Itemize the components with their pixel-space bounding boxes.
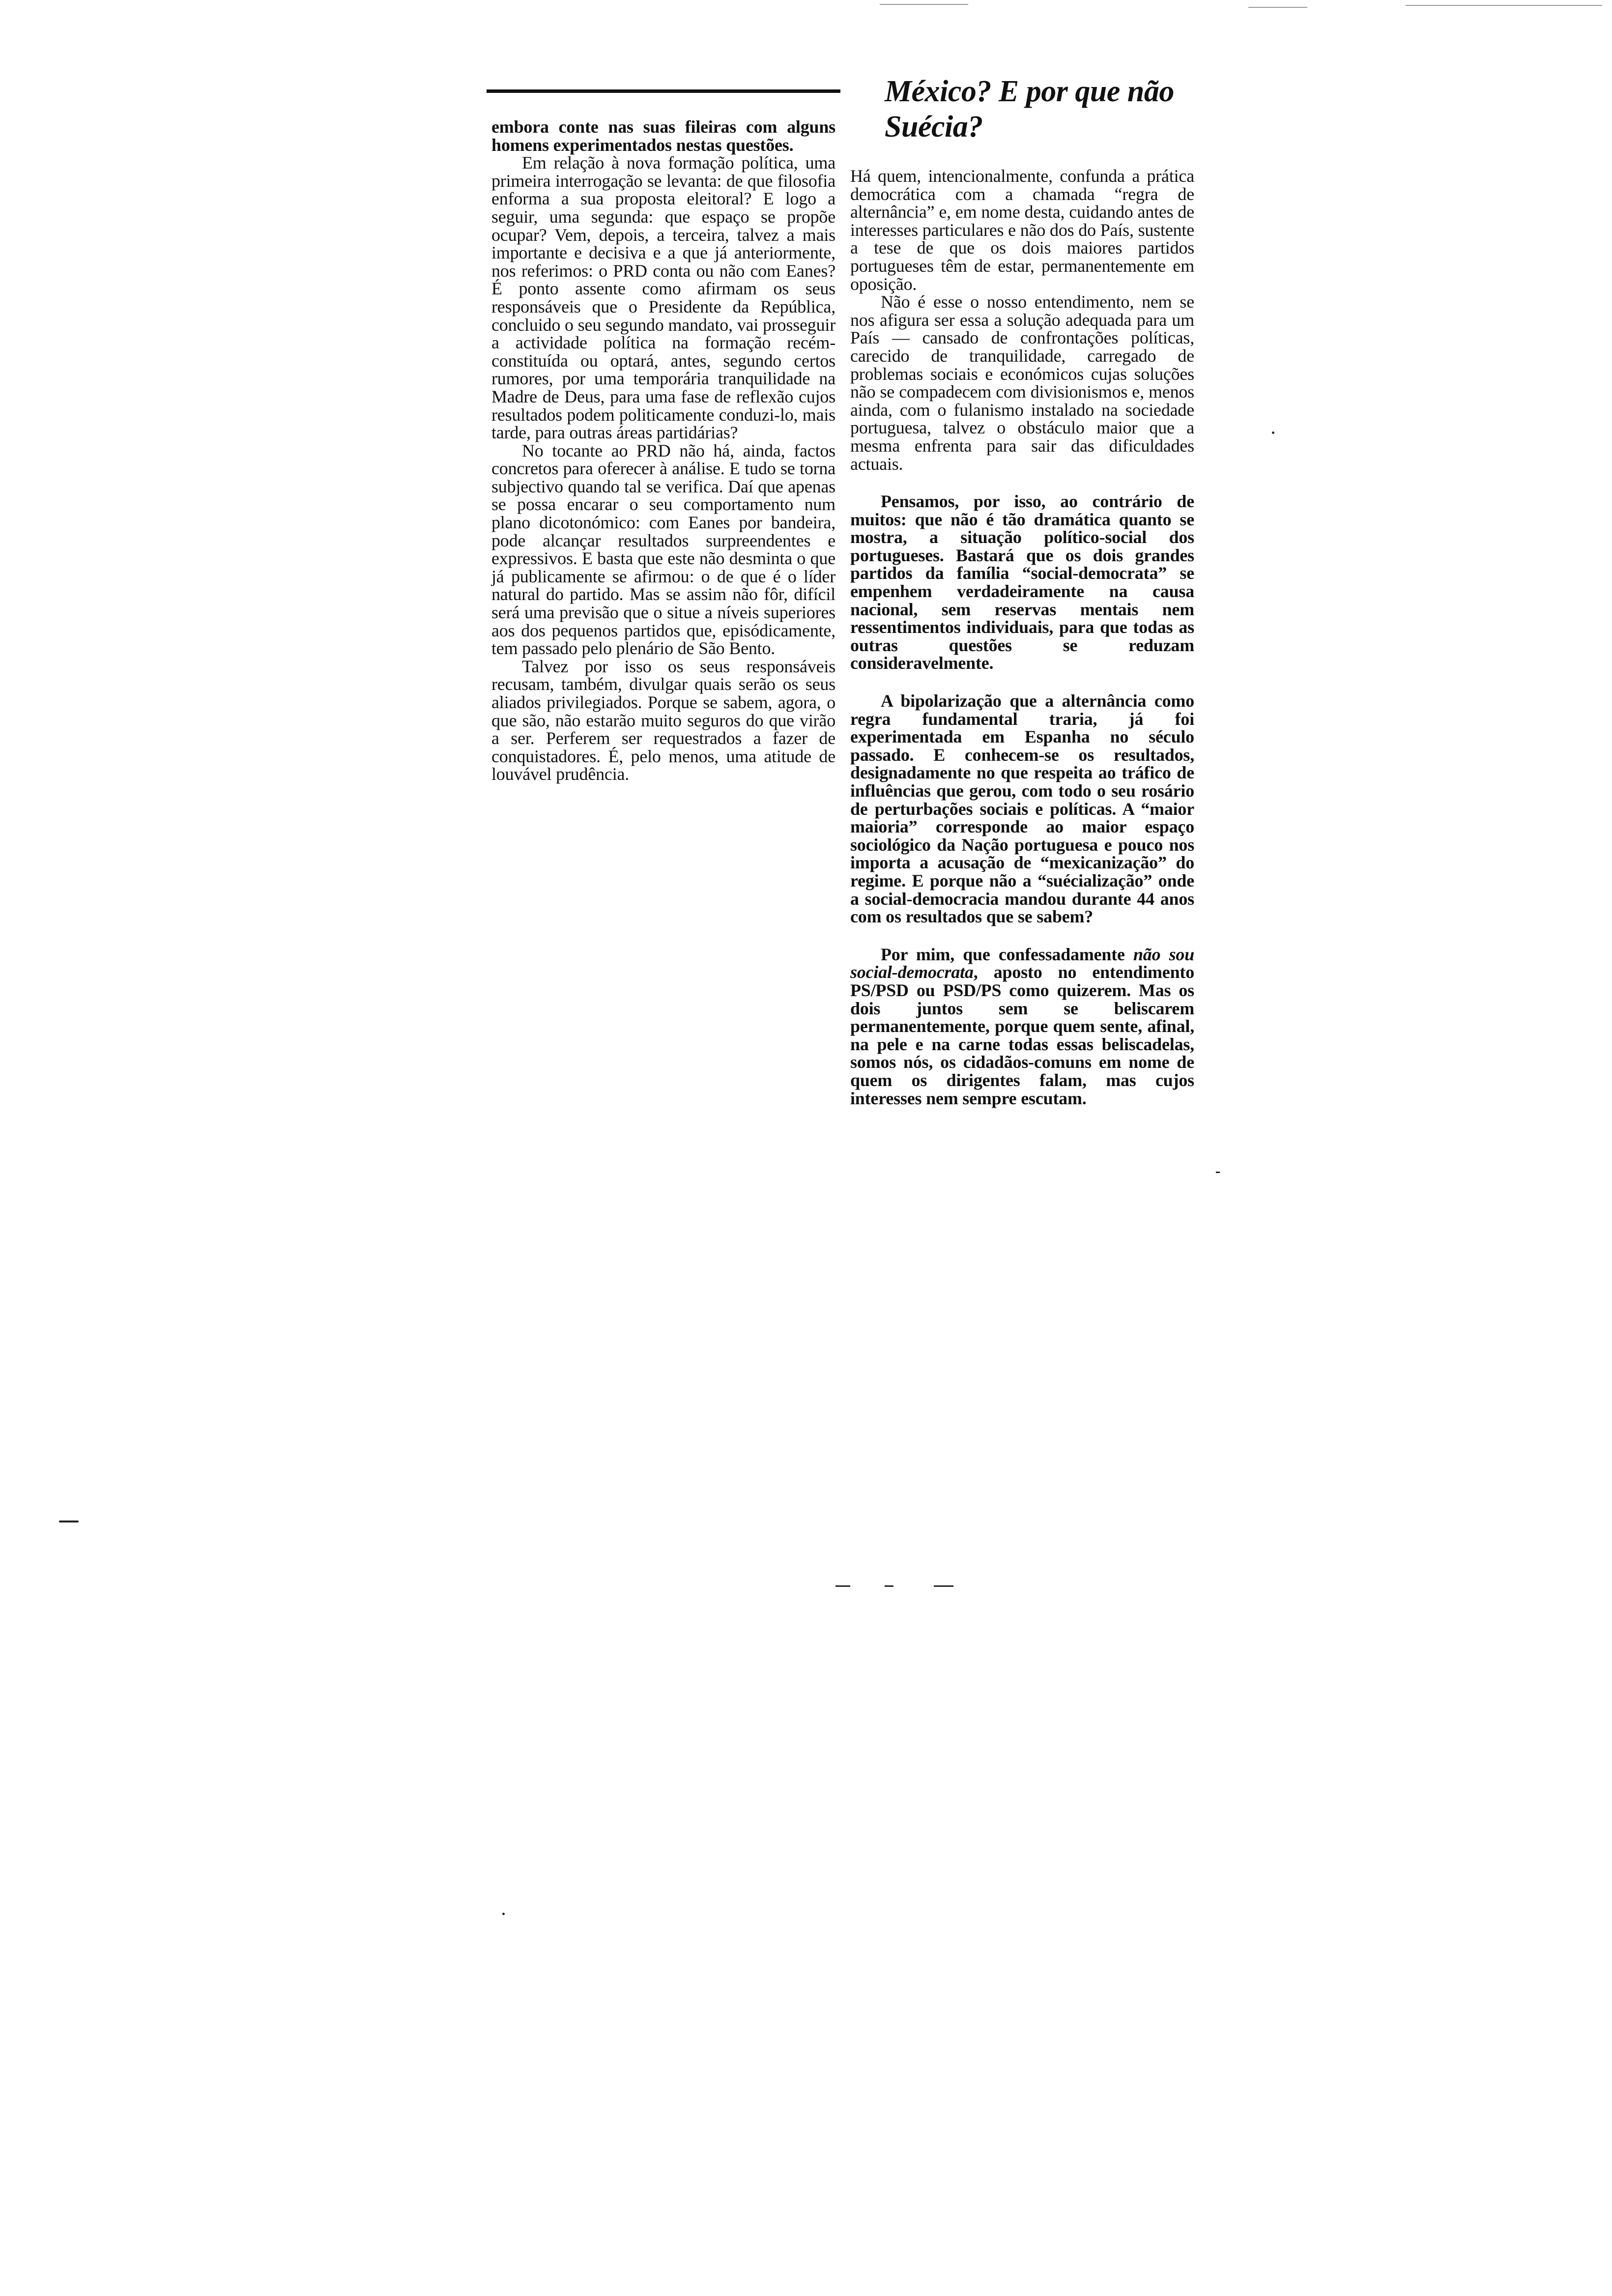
column-top-rule <box>487 89 840 93</box>
article-headline: México? E por que não Suécia? <box>885 75 1174 144</box>
scan-speck <box>835 1585 850 1587</box>
left-text-column <box>491 118 835 783</box>
paragraph: Em relação à nova formação política, uma primeira interrogação se levanta: de que filosofia enforma a sua proposta eleitoral? E logo a seguir, uma segunda: que espaço se propõe ocupar? Vem, depois, a terceira, talvez a mais importante e decisiva e a que já anteriormente, nos referimos: o PRD conta ou não com Eanes? É ponto assente como afirmam os seus responsáveis que o Presidente da República, concluido o seu segundo mandato, vai prosseguir a actividade política na formação recém-constituída ou optará, antes, segundo certos rumores, por uma temporária tranquilidade na Madre de Deus, para uma fase de reflexão cujos resultados podem politicamente conduzi-lo, mais tarde, para outras áreas partidárias? <box>491 153 835 443</box>
paragraph: Há quem, intencionalmente, confunda a prática democrática com a chamada “regra de alternância” e, em nome desta, cuidando antes de interesses particulares e não dos do País, sustente a tese de que os dois maiores partidos portugueses têm de estar, permanentemente em oposição. <box>850 166 1194 294</box>
paragraph-text-before: Por mim, que confessadamente <box>881 944 1133 964</box>
paragraph: A bipolarização que a alternância como regra fundamental traria, já foi experimentada em Espanha no século passado. E conhecem-se os resultados, designadamente no que respeita ao tráfico de influências que gerou, com todo o seu rosário de perturbações sociais e políticas. A “maior maioria” corresponde ao maior espaço sociológico da Nação portuguesa e pouco nos importa a acusação de “mexicanização” do regime. E porque não a “suécialização” onde a social-democracia mandou durante 44 anos com os resultados que se sabem? <box>850 691 1194 927</box>
scan-artifact <box>880 4 968 5</box>
right-text-column <box>850 167 1194 1107</box>
scan-speck <box>502 1913 505 1915</box>
paragraph: Pensamos, por isso, ao contrário de muitos: que não é tão dramática quanto se mostra, a situação político-social dos portugueses. Bastará que os dois grandes partidos da família “social-democrata” se empenhem verdadeiramente na causa nacional, sem reservas mentais nem ressentimentos individuais, para que todas as outras questões se reduzam consideravelmente. <box>850 491 1194 673</box>
scan-artifact <box>1248 7 1307 8</box>
scan-speck <box>1272 431 1274 434</box>
scan-speck <box>885 1585 893 1587</box>
scan-artifact <box>1406 5 1602 6</box>
paragraph: Talvez por isso os seus responsáveis recusam, também, divulgar quais serão os seus aliados privilegiados. Porque se sabem, agora, o que são, não estarão muito seguros do que virão a ser. Perferem ser requestrados a fazer de conquistadores. É, pelo menos, uma atitude de louvável prudência. <box>491 656 835 784</box>
paragraph: No tocante ao PRD não há, ainda, factos concretos para oferecer à análise. E tudo se torna subjectivo quando tal se verifica. Daí que apenas se possa encarar o seu comportamento num plano dicotonómico: com Eanes por bandeira, pode alcançar resultados surpreendentes e expressivos. E basta que este não desminta o que já publicamente se afirmou: o de que é o líder natural do partido. Mas se assim não fôr, difícil será uma previsão que o situe a níveis superiores aos dos pequenos partidos que, episódicamente, tem passado pelo plenário de São Bento. <box>491 440 835 659</box>
paragraph-text-after: , aposto no entendimento PS/PSD ou PSD/PS como quizerem. Mas os dois juntos sem se beliscarem permanentemente, porque quem sente, afinal, na pele e na carne todas essas beliscadelas, somos nós, os cidadãos-comuns em nome de quem os dirigentes falam, mas cujos interesses nem sempre escutam. <box>850 962 1194 1108</box>
scan-speck <box>934 1585 953 1587</box>
paragraph <box>850 946 1194 1107</box>
paragraph: Não é esse o nosso entendimento, nem se nos afigura ser essa a solução adequada para um País — cansado de confrontações políticas, carecido de tranquilidade, carregado de problemas sociais e económicos cujas soluções não se compadecem com divisionismos e, menos ainda, com o fulanismo instalado na sociedade portuguesa, talvez o obstáculo maior que a mesma enfrenta para sair das dificuldades actuais. <box>850 292 1194 474</box>
paragraph: embora conte nas suas fileiras com alguns homens experimentados nestas questões. <box>491 117 835 155</box>
scan-speck <box>59 1521 79 1522</box>
scan-speck <box>1216 1172 1220 1173</box>
emphasized-phrase: não sou social-democrata <box>850 944 1195 982</box>
